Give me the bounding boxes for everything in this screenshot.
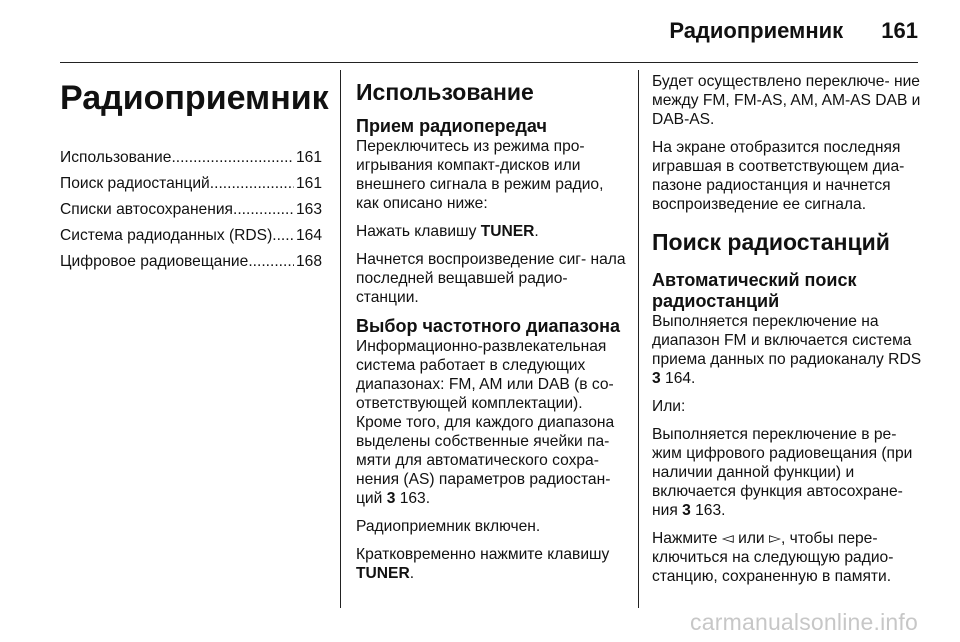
running-header (669, 18, 918, 44)
toc-entry[interactable] (60, 148, 322, 167)
subheading-band-select: Выбор частотного диапазона (356, 316, 620, 336)
subheading-auto-search: Автоматический поиск радиостанций (652, 270, 857, 311)
toc-leader-dots (248, 252, 294, 271)
section-heading-usage: Использование (356, 79, 534, 105)
toc-leader-dots (171, 148, 294, 167)
footer-watermark: carmanualsonline.info (690, 609, 918, 635)
column-station-search (652, 72, 924, 595)
paragraph: Радиоприемник включен. (356, 518, 541, 535)
header-rule (60, 62, 918, 63)
toc-entry[interactable] (60, 226, 322, 245)
toc-entry[interactable] (60, 252, 322, 271)
column-usage (356, 72, 626, 592)
paragraph: Нажать клавишу TUNER. (356, 223, 539, 240)
header-page-number: 161 (881, 18, 918, 43)
paragraph: Выполняется переключение в ре- жим цифрового радиовещания (при наличии данной функции) и включается функция автосохране- ния 3 163. (652, 426, 913, 519)
column-toc (60, 72, 329, 278)
paragraph: Будет осуществлено переключе- ние между FM, FM-AS, AM, AM-AS DAB и DAB-AS. (652, 73, 921, 128)
toc-entry[interactable] (60, 200, 322, 219)
chapter-title: Радиоприемник (60, 79, 329, 117)
toc-entry-page: 161 (295, 175, 322, 192)
page-reference[interactable]: 163. (395, 490, 431, 507)
seek-right-icon: ▻ (768, 530, 781, 547)
header-section-title: Радиоприемник (669, 18, 844, 43)
toc-entry-label: Поиск радиостанций (60, 175, 210, 192)
paragraph: Нажмите ◅ или ▻, чтобы пере- ключиться на следующую радио- станцию, сохраненную в памяти. (652, 530, 894, 585)
page-reference-icon: 3 (652, 370, 661, 387)
paragraph: Или: (652, 398, 686, 415)
page-reference[interactable]: 164. (660, 370, 696, 387)
toc-entry-label: Использование (60, 149, 172, 166)
toc-entry-label: Списки автосохранения (60, 201, 233, 218)
toc-leader-dots (272, 226, 294, 245)
table-of-contents (60, 148, 322, 271)
column-divider-2 (638, 70, 639, 608)
seek-left-icon: ◅ (721, 530, 734, 547)
toc-entry-page: 163 (295, 201, 322, 218)
paragraph: На экране отобразится последняя игравшая в соответствующем диа- пазоне радиостанция и начнется воспроизведение ее сигнала. (652, 139, 905, 213)
toc-entry-page: 164 (295, 227, 322, 244)
toc-leader-dots (210, 174, 294, 193)
toc-entry-page: 161 (295, 149, 322, 166)
page-reference[interactable]: 163. (690, 502, 726, 519)
toc-leader-dots (233, 200, 294, 219)
column-divider-1 (340, 70, 341, 608)
page-reference-icon: 3 (386, 490, 396, 507)
subheading-reception: Прием радиопередач (356, 116, 547, 136)
paragraph: Переключитесь из режима про- игрывания компакт-дисков или внешнего сигнала в режим радио, как описано ниже: (356, 138, 604, 212)
toc-entry-label: Цифровое радиовещание (60, 253, 249, 270)
tuner-key-label: TUNER (480, 223, 535, 240)
section-heading-station-search: Поиск радиостанций (652, 229, 890, 255)
paragraph: Выполняется переключение на диапазон FM и включается система приема данных по радиоканалу RDS 3 164. (652, 313, 922, 387)
toc-entry[interactable] (60, 174, 322, 193)
paragraph: Информационно-развлекательная система работает в следующих диапазонах: FM, AM или DAB (в со- ответствующей комплектации). Кроме того, для каждого диапазона выделены собственные ячейки па- мяти для автоматического сохра- нения (AS) параметров радиостан- ций 3 163. (356, 338, 615, 507)
page-reference-icon: 3 (682, 502, 691, 519)
tuner-key-label: TUNER (356, 565, 410, 582)
toc-entry-label: Система радиоданных (RDS) (60, 227, 273, 244)
toc-entry-page: 168 (295, 253, 322, 270)
paragraph: Кратковременно нажмите клавишу TUNER. (356, 546, 610, 582)
paragraph: Начнется воспроизведение сиг- нала последней вещавшей радио- станции. (356, 251, 626, 306)
